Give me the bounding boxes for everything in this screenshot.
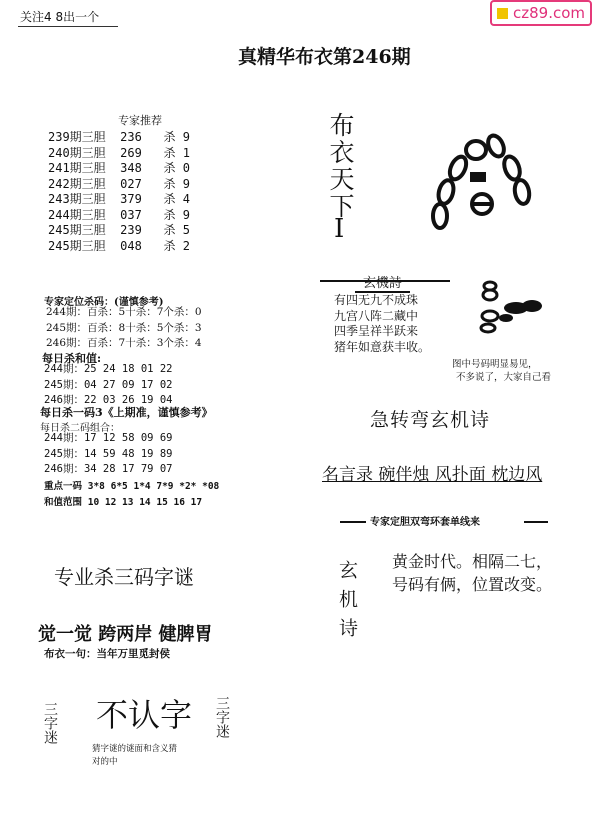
list-item: 244期：17 12 58 09 69	[44, 432, 173, 444]
site-badge[interactable]	[490, 0, 592, 26]
riddle-caption1: 猜字谜的谜面和含义猜	[92, 744, 178, 754]
riddle-left-label: 三字迷	[42, 702, 58, 744]
chain-picture	[428, 120, 548, 240]
list-item: 245期三胆 048 杀 2	[48, 238, 190, 253]
list-item: 243期三胆 379 杀 4	[48, 192, 190, 206]
list-item: 240期三胆 269 杀 1	[48, 145, 190, 160]
list-item: 246期：百杀：7十杀：3个杀：4	[46, 337, 202, 349]
list-item: 241期三胆 348 杀 0	[48, 161, 190, 175]
turn-poem-line1: 黄金时代。相隔二七，	[392, 552, 553, 571]
list-item: 四季呈祥半跃来	[334, 324, 419, 338]
digit-picture	[476, 278, 556, 338]
riddle-heading: 专业杀三码字谜	[54, 565, 194, 589]
dan-list	[48, 130, 190, 254]
daily-two-heading: 每日杀二码组合：	[40, 423, 120, 434]
riddle-right-label: 三字迷	[214, 696, 230, 738]
riddle-caption2: 对的中	[92, 757, 118, 767]
list-item: 245期：14 59 48 19 89	[44, 447, 173, 460]
list-item: 244期：25 24 18 01 22	[44, 363, 173, 375]
site-badge-label: cz89.com	[512, 4, 585, 22]
list-item: 246期：22 03 26 19 04	[44, 394, 173, 406]
banner-line-left	[340, 521, 366, 523]
turn-poem-vertical: 玄机诗	[336, 560, 358, 647]
daily-one-list	[44, 431, 172, 478]
buyi-vertical: 布衣天下	[326, 112, 355, 220]
riddle-line2: 布衣一句：当年万里觅封侯	[44, 648, 170, 660]
list-item: 245期：04 27 09 17 02	[44, 378, 173, 391]
turn-poem-sayings: 名言录 碗伴烛 风扑面 枕边风	[322, 465, 543, 485]
list-item: 九宫八阵二藏中	[334, 308, 419, 323]
xuanji-heading: 玄機詩	[355, 272, 410, 293]
pic-caption-1: 图中号码明显易见，	[452, 359, 538, 370]
turn-poem-banner: 专家定胆双弯环套单线来	[370, 517, 480, 528]
riddle-big: 不认字	[96, 696, 193, 734]
header-note: 关注4 8出一个	[20, 10, 100, 24]
key-code-row: 重点一码 3*8 6*5 1*4 7*9 *2* *08	[44, 481, 220, 492]
list-item: 242期三胆 027 杀 9	[48, 176, 190, 191]
header-underline	[18, 26, 118, 27]
sum-range-row: 和值范围 10 12 13 14 15 16 17	[44, 497, 203, 508]
xuanji-lines	[334, 293, 430, 355]
position-kill-heading: 专家定位杀码：(谨慎参考)	[44, 297, 164, 308]
list-item: 239期三胆 236 杀 9	[48, 130, 190, 144]
list-item: 有四无九不成珠	[334, 293, 419, 307]
pic-caption-2: 不多说了，大家自己看	[456, 372, 552, 383]
banner-line-right	[524, 521, 548, 523]
list-item: 245期：百杀：8十杀：5个杀：3	[46, 321, 202, 334]
daily-sum-heading: 每日杀和值:	[42, 352, 102, 365]
page-title: 真精华布衣第246期	[238, 46, 411, 68]
dan-heading: 专家推荐	[118, 114, 162, 127]
list-item: 猪年如意获丰收。	[334, 339, 431, 354]
daily-one-heading: 每日杀一码3《上期准，谨慎参考》	[40, 406, 213, 419]
daily-sum-list	[44, 362, 172, 409]
list-item: 245期三胆 239 杀 5	[48, 223, 190, 237]
turn-poem-line2: 号码有俩，位置改变。	[392, 575, 553, 594]
list-item: 244期三胆 037 杀 9	[48, 207, 190, 222]
list-item: 246期：34 28 17 79 07	[44, 463, 173, 475]
turn-poem-title: 急转弯玄机诗	[370, 409, 491, 431]
position-kill-list	[46, 305, 202, 352]
square-icon	[497, 8, 508, 19]
riddle-line1: 觉一觉 跨两岸 健脾胃	[38, 624, 213, 645]
list-item: 244期：百杀：5十杀：7个杀：0	[46, 306, 202, 318]
buyi-mark: I	[334, 214, 345, 244]
